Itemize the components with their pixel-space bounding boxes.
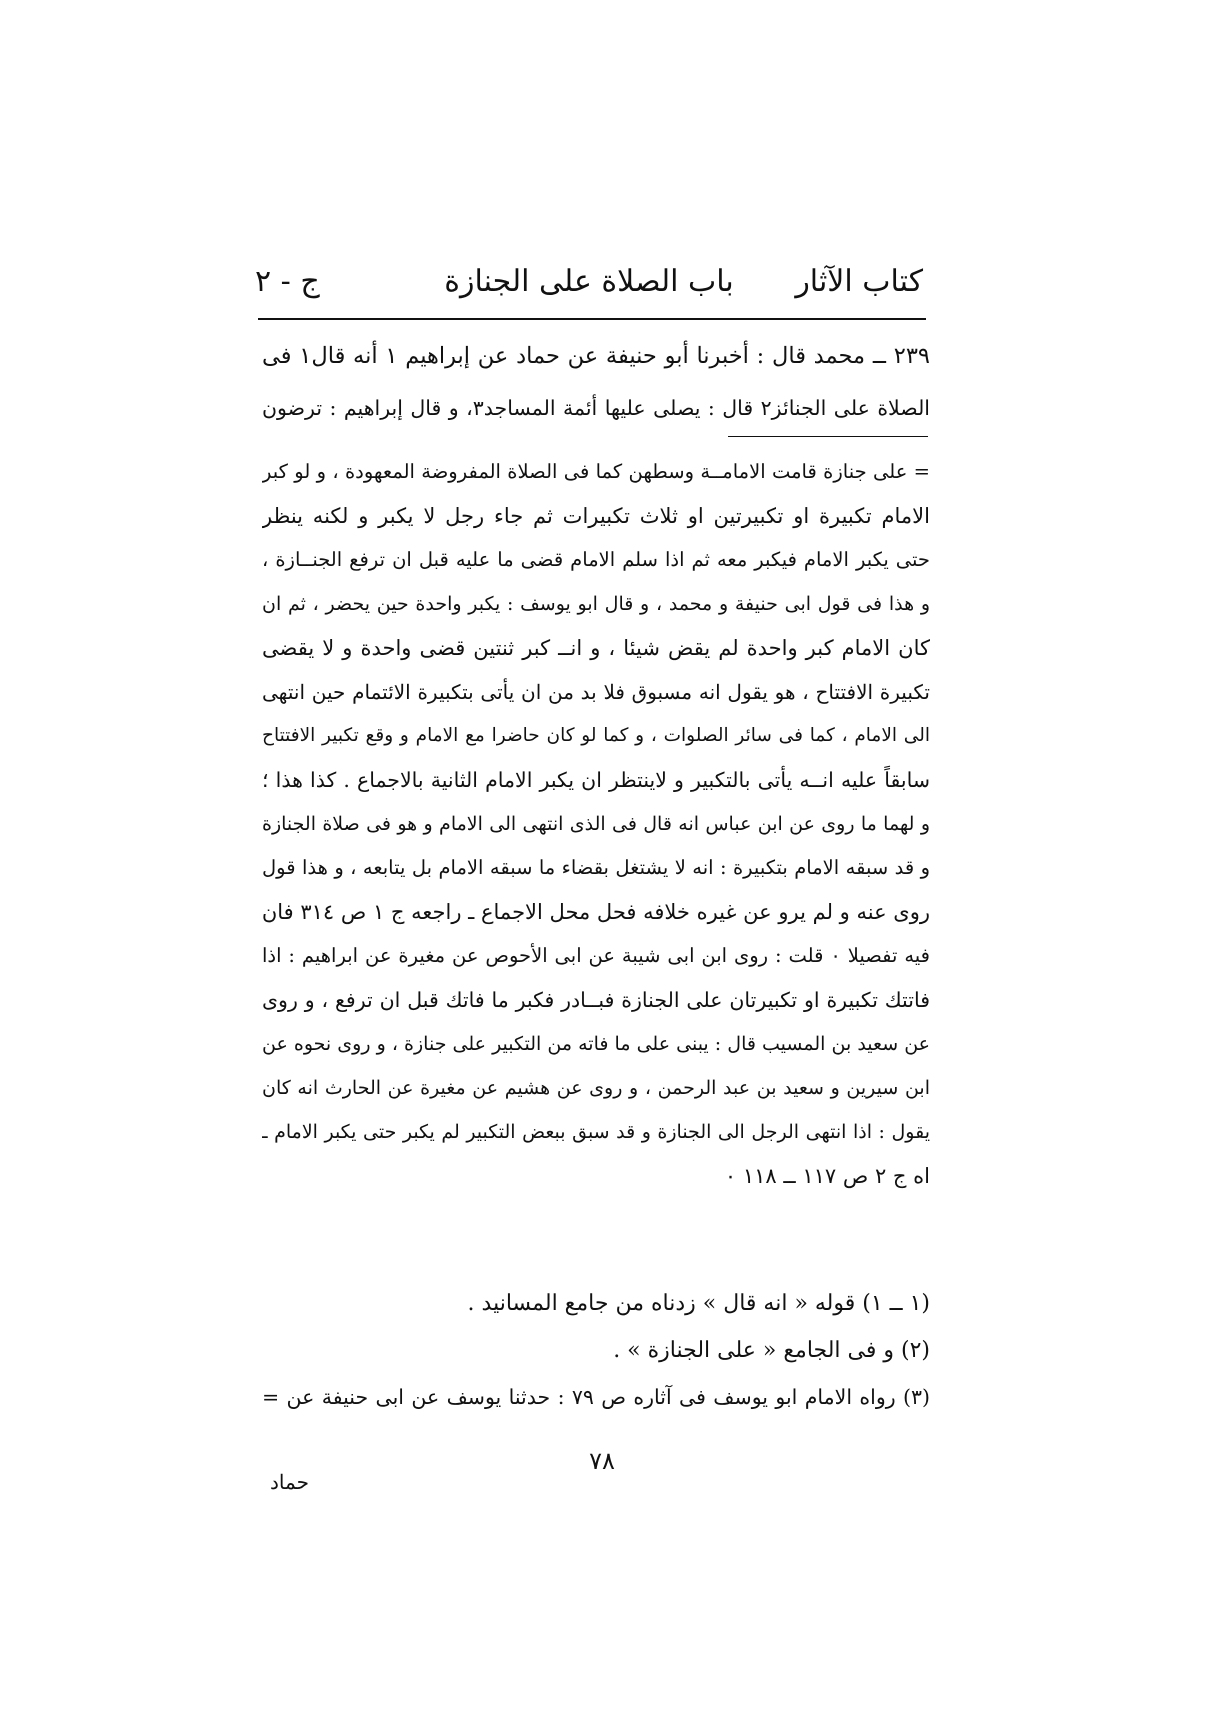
- commentary-line: تكبيرة الافتتاح ، هو يقول انه مسبوق فلا بد من ان يأتى بتكبيرة الائتمام حين انتهى: [262, 680, 930, 704]
- commentary-line: و لهما ما روى عن ابن عباس انه قال فى الذى انتهى الى الامام و هو فى صلاة الجنازة: [262, 813, 930, 835]
- commentary-line: الى الامام ، كما فى سائر الصلوات ، و كما لو كان حاضرا مع الامام و وقع تكبير الافتتاح: [262, 725, 930, 746]
- volume-part: ج - ٢: [255, 264, 320, 299]
- commentary-line: فيه تفصيلا ٠ قلت : روى ابن ابى شيبة عن ابى الأحوص عن مغيرة عن ابراهيم : اذا: [262, 944, 930, 967]
- commentary-line: حتى يكبر الامام فيكبر معه ثم اذا سلم الامام قضى ما عليه قبل ان ترفع الجنــازة ،: [262, 548, 930, 571]
- footnote: (١ ــ ١) قوله « انه قال » زدناه من جامع المسانيد .: [467, 1291, 930, 1316]
- commentary-line: ابن سيرين و سعيد بن عبد الرحمن ، و روى عن هشيم عن مغيرة عن الحارث انه كان: [262, 1077, 930, 1099]
- main-text: [262, 330, 930, 434]
- commentary-line: روى عنه و لم يرو عن غيره خلافه فحل محل الاجماع ـ راجعه ج ١ ص ٣١٤ فان: [262, 900, 930, 924]
- footnote: (٢) و فى الجامع « على الجنازة » .: [613, 1338, 930, 1363]
- running-header: [255, 262, 923, 308]
- commentary-line: عن سعيد بن المسيب قال : يبنى على ما فاته من التكبير على جنازة ، و روى نحوه عن: [262, 1033, 930, 1055]
- footnote: (٣) رواه الامام ابو يوسف فى آثاره ص ٧٩ : حدثنا يوسف عن ابى حنيفة عن =: [262, 1385, 930, 1409]
- commentary-line: و هذا فى قول ابى حنيفة و محمد ، و قال ابو يوسف : يكبر واحدة حين يحضر ، ثم ان: [262, 593, 930, 615]
- page-number: ٧٨: [589, 1447, 615, 1475]
- commentary-line: كان الامام كبر واحدة لم يقض شيئا ، و انــ كبر ثنتين قضى واحدة و لا يقضى: [262, 636, 930, 660]
- catchword: حماد: [270, 1470, 309, 1494]
- main-text-line: ٢٣٩ ــ محمد قال : أخبرنا أبو حنيفة عن حماد عن إبراهيم ١ أنه قال١ فى: [262, 343, 930, 369]
- book-title: كتاب الآثار: [795, 264, 923, 299]
- commentary-line: الامام تكبيرة او تكبيرتين او ثلاث تكبيرات ثم جاء رجل لا يكبر و لكنه ينظر: [262, 504, 930, 528]
- commentary: [262, 450, 930, 1198]
- commentary-line: سابقاً عليه انــه يأتى بالتكبير و لاينتظر ان يكبر الامام الثانية بالاجماع . كذا هذا ؛: [262, 768, 930, 792]
- commentary-line: و قد سبقه الامام بتكبيرة : انه لا يشتغل بقضاء ما سبقه الامام بل يتابعه ، و هذا قول: [262, 856, 930, 879]
- header-rule: [258, 318, 926, 320]
- commentary-line: = على جنازة قامت الامامــة وسطهن كما فى الصلاة المفروضة المعهودة ، و لو كبر: [262, 460, 930, 483]
- chapter-title: باب الصلاة على الجنازة: [444, 264, 734, 299]
- commentary-line: يقول : اذا انتهى الرجل الى الجنازة و قد سبق ببعض التكبير لم يكبر حتى يكبر الامام ـ: [262, 1121, 930, 1143]
- commentary-line: فاتتك تكبيرة او تكبيرتان على الجنازة فبــادر فكبر ما فاتك قبل ان ترفع ، و روى: [262, 988, 930, 1012]
- notes-separator-rule: [728, 436, 928, 437]
- footnotes: [262, 1280, 930, 1421]
- commentary-line: اه ج ٢ ص ١١٧ ــ ١١٨ ٠: [724, 1164, 930, 1188]
- main-text-line: الصلاة على الجنائز٢ قال : يصلى عليها أئمة المساجد٣، و قال إبراهيم : ترضون: [262, 396, 930, 420]
